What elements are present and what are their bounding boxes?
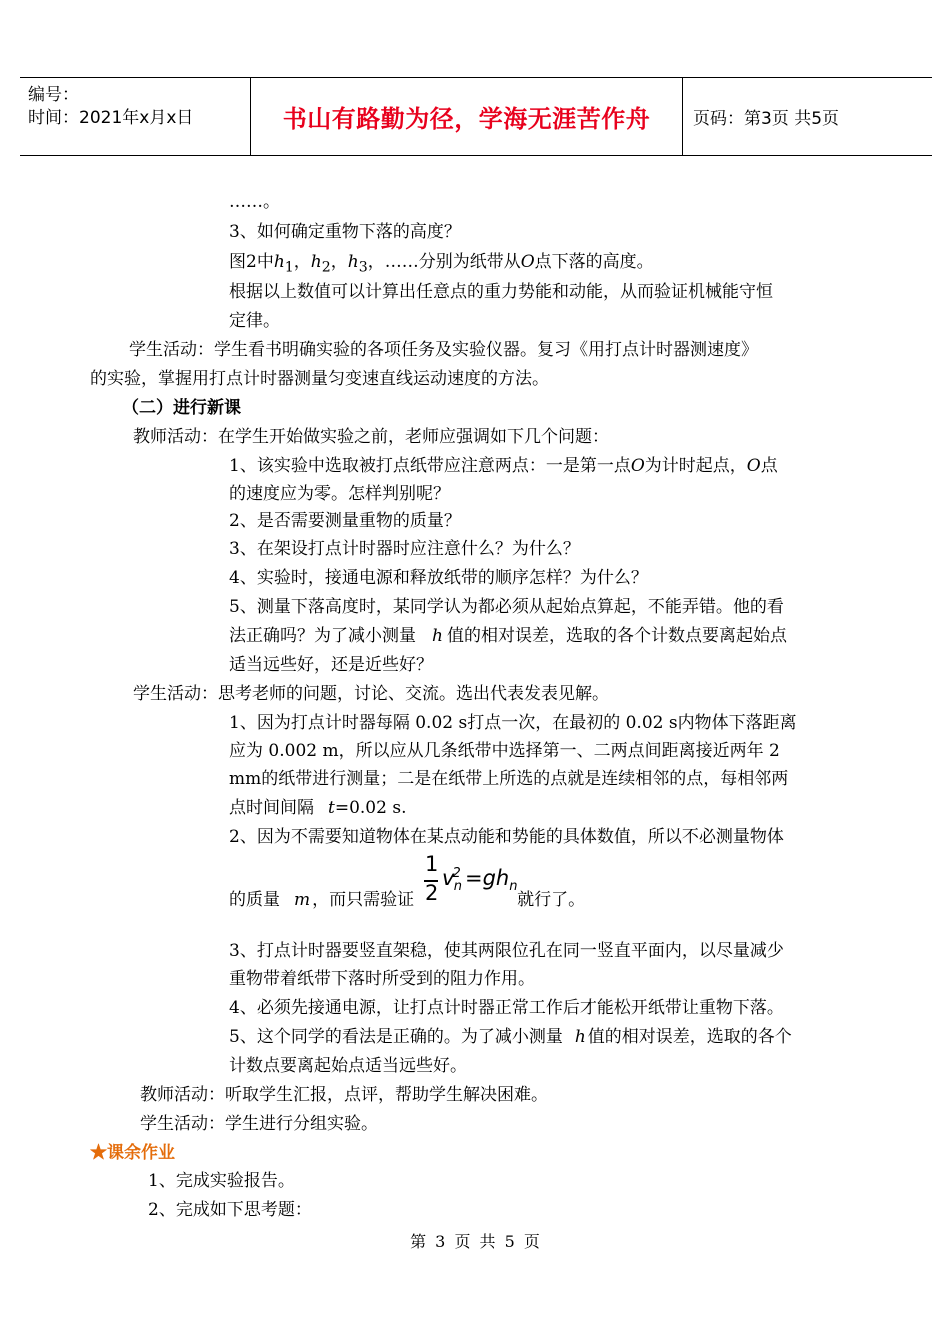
text-line: 定律。 [229,311,280,331]
header-left-cell [20,78,251,155]
section-heading: （二）进行新课 [122,398,241,418]
text-line: 3、如何确定重物下落的高度？ [229,222,461,242]
text-line: 适当远些好，还是近些好？ [229,655,433,675]
number-label: 编号： [28,85,79,105]
header-motto-cell [251,78,683,155]
text-line: 的实验，掌握用打点计时器测量匀变速直线运动速度的方法。 [90,369,549,389]
text-line: 图2中$h_1$，$h_2$，$h_3$，……分别为纸带从O点下落的高度。 [229,252,654,276]
text-line: mm的纸带进行测量；二是在纸带上所选的点就是连续相邻的点，每相邻两 [229,769,789,789]
text-line: 2、因为不需要知道物体在某点动能和势能的具体数值，所以不必测量物体 [229,827,784,847]
text-line: 应为 0.002 m，所以应从几条纸带中选择第一、二两点间距离接近两年 2 [229,741,780,761]
text-line: 1、因为打点计时器每隔 0.02 s打点一次，在最初的 0.02 s内物体下落距离 [229,713,797,733]
text-line: 1、完成实验报告。 [148,1171,295,1191]
text-line: 5、这个同学的看法是正确的。为了减小测量 h 值的相对误差，选取的各个 [229,1027,792,1047]
text-line: 教师活动：听取学生汇报，点评，帮助学生解决困难。 [140,1085,548,1105]
text-line: 1、该实验中选取被打点纸带应注意两点：一是第一点O为计时起点，O点 [229,456,778,476]
text-line: 5、测量下落高度时，某同学认为都必须从起始点算起，不能弄错。他的看 [229,597,784,617]
text-line: 的质量 m ，而只需验证 就行了。 [229,890,586,910]
text-line: 教师活动：在学生开始做实验之前，老师应强调如下几个问题： [133,427,609,447]
text-line: 4、实验时，接通电源和释放纸带的顺序怎样？为什么？ [229,568,648,588]
text-line: 的速度应为零。怎样判别呢？ [229,484,450,504]
text-line: 学生活动：学生看书明确实验的各项任务及实验仪器。复习《用打点计时器测速度》 [129,340,758,360]
text-line: 学生活动：学生进行分组实验。 [140,1114,378,1134]
text-line: 根据以上数值可以计算出任意点的重力势能和动能，从而验证机械能守恒 [229,282,773,302]
formula-numerator: 1 [425,852,439,876]
text-line: 计数点要离起始点适当远些好。 [229,1056,467,1076]
motto: 书山有路勤为径，学海无涯苦作舟 [282,105,651,133]
text-line: 3、在架设打点计时器时应注意什么？为什么？ [229,539,580,559]
text-line: 法正确吗？为了减小测量 h 值的相对误差，选取的各个计数点要离起始点 [229,626,787,646]
formula-denominator: 2 [425,881,439,905]
time-label: 时间：2021年x月x日 [28,108,194,128]
text-line: 2、完成如下思考题： [148,1200,312,1220]
text-line: 4、必须先接通电源，让打点计时器正常工作后才能松开纸带让重物下落。 [229,998,784,1018]
formula [424,852,524,914]
formula-body: $v^2_n =gh_n$ [442,866,518,895]
text-line: 学生活动：思考老师的问题，讨论、交流。选出代表发表见解。 [133,684,609,704]
page-header [20,77,932,156]
page-info: 页码：第3页 共5页 [693,109,840,129]
text-line: ……。 [229,192,280,212]
header-page-cell [683,78,932,155]
text-line: 点时间间隔 t=0.02 s. [229,798,407,818]
text-line: 3、打点计时器要竖直架稳，使其两限位孔在同一竖直平面内，以尽量减少 [229,941,784,961]
page-footer: 第 3 页 共 5 页 [410,1232,540,1251]
text-line: 2、是否需要测量重物的质量？ [229,511,461,531]
text-line: 重物带着纸带下落时所受到的阻力作用。 [229,969,535,989]
section-heading-homework: ★课余作业 [90,1143,175,1163]
